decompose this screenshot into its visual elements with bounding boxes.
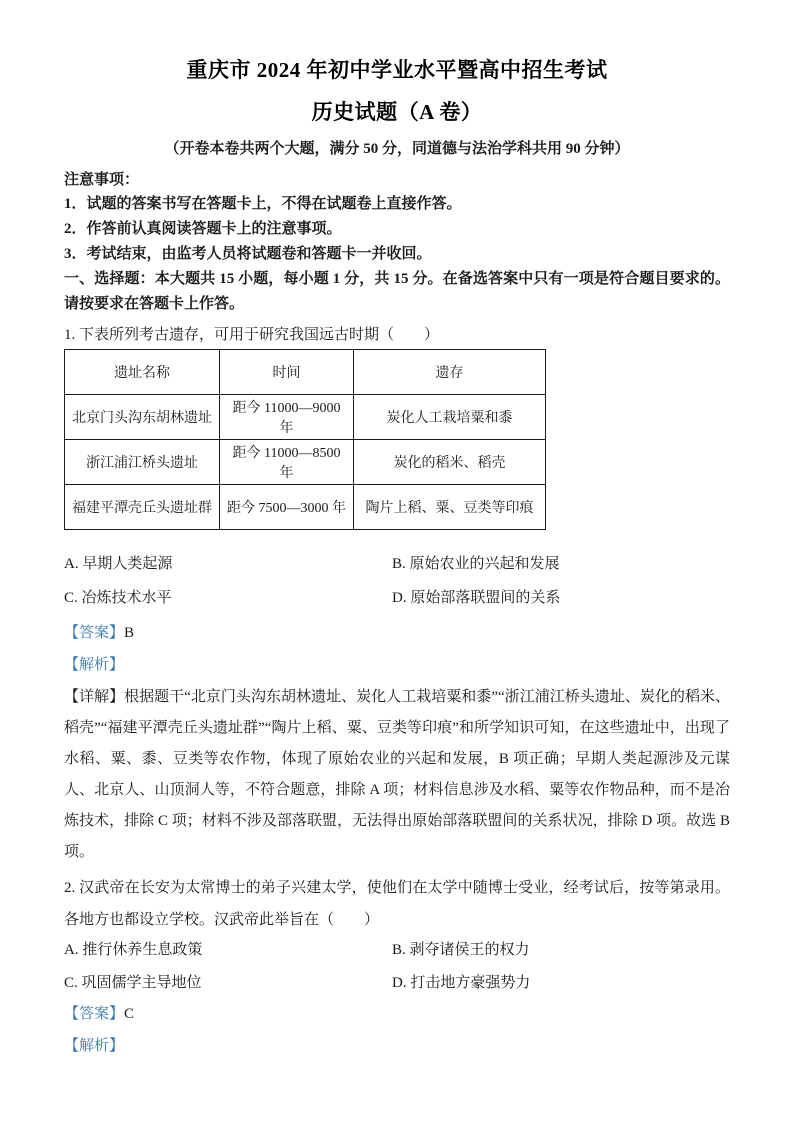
question-1-options [64, 552, 730, 610]
option-d: D. 原始部落联盟间的关系 [392, 590, 561, 606]
table-header-row [65, 350, 546, 395]
question-1-table [64, 349, 546, 530]
option-b: B. 剥夺诸侯王的权力 [392, 942, 530, 958]
table-cell-remains: 陶片上稻、粟、豆类等印痕 [354, 485, 546, 530]
question-2-analysis-label [64, 1035, 730, 1057]
table-header-site: 遗址名称 [65, 350, 220, 395]
question-1-analysis-label [64, 654, 730, 676]
notice-item-1: 1．试题的答案书写在答题卡上，不得在试题卷上直接作答。 [64, 196, 462, 212]
table-cell-remains: 炭化人工栽培粟和黍 [354, 395, 546, 440]
table-cell-time: 距今 11000—8500 年 [220, 440, 354, 485]
table-cell-time: 距今 11000—9000 年 [220, 395, 354, 440]
notice-item-2: 2．作答前认真阅读答题卡上的注意事项。 [64, 221, 342, 237]
option-c: C. 巩固儒学主导地位 [64, 975, 202, 991]
table-cell-time: 距今 7500—3000 年 [220, 485, 354, 530]
table-cell-site: 浙江浦江桥头遗址 [65, 440, 220, 485]
table-cell-remains: 炭化的稻米、稻壳 [354, 440, 546, 485]
question-1-explanation: 【详解】根据题干“北京门头沟东胡林遗址、炭化人工栽培粟和黍”“浙江浦江桥头遗址、炭化的稻米、稻壳”“福建平潭壳丘头遗址群”“陶片上稻、粟、豆类等印痕”和所学知识可知，在这些遗址中，出现了水稻、粟、黍、豆类等农作物，体现了原始农业的兴起和发展，B 项正确；早期人类起源涉及元谋人、北京人、山顶洞人等，不符合题意，排除 A 项；材料信息涉及水稻、粟等农作物品种，而不是冶炼技术，排除 C 项；材料不涉及部落联盟，无法得出原始部落联盟间的关系状况，排除 D 项。故选 B 项。 [64, 689, 730, 860]
option-c: C. 冶炼技术水平 [64, 590, 172, 606]
option-a: A. 推行休养生息政策 [64, 942, 203, 958]
answer-label: 【答案】 [64, 1006, 125, 1022]
question-2-options [64, 938, 730, 995]
notice-item-3: 3．考试结束，由监考人员将试题卷和答题卡一并收回。 [64, 246, 432, 262]
exam-meta-line: （开卷本卷共两个大题，满分 50 分，同道德与法治学科共用 90 分钟） [164, 141, 630, 157]
table-row [65, 485, 546, 530]
table-row [65, 440, 546, 485]
analysis-label: 【解析】 [64, 657, 125, 673]
exam-subtitle: 历史试题（A 卷） [311, 100, 483, 124]
analysis-label: 【解析】 [64, 1038, 125, 1054]
question-1-answer-line [64, 622, 730, 644]
section-heading: 一、选择题：本大题共 15 小题，每小题 1 分，共 15 分。在备选答案中只有一项是符合题目要求的。请按要求在答题卡上作答。 [64, 271, 730, 312]
exam-title: 重庆市 2024 年初中学业水平暨高中招生考试 [186, 58, 608, 82]
answer-value: C [124, 1006, 135, 1022]
option-d: D. 打击地方豪强势力 [392, 975, 531, 991]
question-2-stem: 2. 汉武帝在长安为太常博士的弟子兴建太学，使他们在太学中随博士受业，经考试后，按等第录用。各地方也都设立学校。汉武帝此举旨在（ ） [64, 880, 730, 928]
option-a: A. 早期人类起源 [64, 556, 173, 572]
answer-label: 【答案】 [64, 625, 125, 641]
table-header-remains: 遗存 [354, 350, 546, 395]
option-b: B. 原始农业的兴起和发展 [392, 556, 560, 572]
table-header-time: 时间 [220, 350, 354, 395]
answer-value: B [124, 625, 135, 641]
table-cell-site: 福建平潭壳丘头遗址群 [65, 485, 220, 530]
table-row [65, 395, 546, 440]
question-1-stem: 1. 下表所列考古遗存，可用于研究我国远古时期（ ） [64, 327, 440, 343]
notice-heading: 注意事项： [64, 172, 140, 188]
table-cell-site: 北京门头沟东胡林遗址 [65, 395, 220, 440]
question-2-answer-line [64, 1003, 730, 1025]
